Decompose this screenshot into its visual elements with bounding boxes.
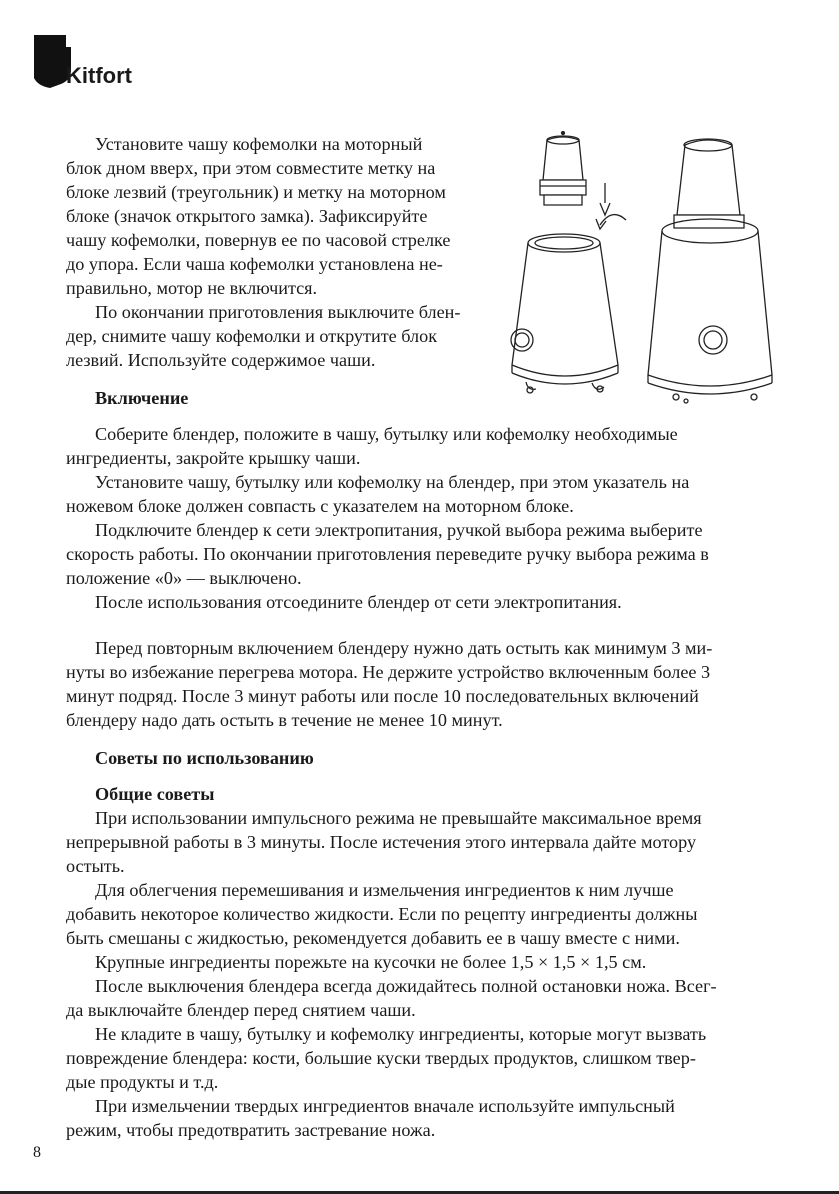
text-line: При измельчении твердых ингредиентов вначале используйте импульсный — [95, 1096, 675, 1116]
rotate-arrow-icon — [596, 215, 626, 229]
text-line: повреждение блендера: кости, большие куски твердых продуктов, слишком твер- — [66, 1048, 696, 1068]
page-number: 8 — [33, 1144, 41, 1161]
text-line: скорость работы. По окончании приготовления переведите ручку выбора режима в — [66, 544, 709, 564]
text-line: нуты во избежание перегрева мотора. Не держите устройство включенным более 3 — [66, 662, 711, 682]
text-line: блоке (значок открытого замка). Зафиксируйте — [66, 206, 428, 226]
text-line: чашу кофемолки, повернув ее по часовой стрелке — [66, 230, 451, 250]
brand-logo — [30, 32, 150, 92]
section-heading: Включение — [95, 388, 189, 408]
text-line: Крупные ингредиенты порежьте на кусочки не более 1,5 × 1,5 × 1,5 см. — [95, 952, 647, 972]
text-line: Установите чашу, бутылку или кофемолку на блендер, при этом указатель на — [95, 472, 690, 492]
section-heading: Советы по использованию — [95, 748, 314, 768]
text-line: дер, снимите чашу кофемолки и открутите блок — [66, 326, 438, 346]
text-line: положение «0» — выключено. — [66, 568, 302, 588]
blender-assembled-icon — [648, 139, 772, 403]
text-line: дые продукты и т.д. — [66, 1072, 219, 1092]
text-line: блендеру надо дать остыть в течение не менее 10 минут. — [66, 710, 503, 730]
motor-base-small-icon — [511, 234, 618, 393]
text-line: Подключите блендер к сети электропитания, ручкой выбора режима выберите — [95, 520, 703, 540]
text-line: лезвий. Используйте содержимое чаши. — [66, 350, 376, 370]
grinder-cup-icon — [540, 132, 586, 206]
text-line: непрерывной работы в 3 минуты. После истечения этого интервала дайте мотору — [66, 832, 697, 852]
text-line: Не кладите в чашу, бутылку и кофемолку ингредиенты, которые могут вызвать — [95, 1024, 707, 1044]
text-line: до упора. Если чаша кофемолки установлена не- — [66, 254, 443, 274]
text-line: режим, чтобы предотвратить застревание ножа. — [66, 1120, 436, 1140]
text-line: правильно, мотор не включится. — [66, 278, 318, 298]
text-line: минут подряд. После 3 минут работы или после 10 последовательных включений — [66, 686, 699, 706]
text-line: После выключения блендера всегда дожидайтесь полной остановки ножа. Всег- — [95, 976, 717, 996]
brand-name: Kitfort — [66, 63, 132, 88]
text-line: остыть. — [66, 856, 125, 876]
text-line: Установите чашу кофемолки на моторный — [95, 134, 423, 154]
text-line: Для облегчения перемешивания и измельчения ингредиентов к ним лучше — [95, 880, 674, 900]
text-line: ингредиенты, закройте крышку чаши. — [66, 448, 361, 468]
text-line: По окончании приготовления выключите блен- — [95, 302, 461, 322]
text-line: добавить некоторое количество жидкости. Если по рецепту ингредиенты должны — [66, 904, 698, 924]
text-line: Перед повторным включением блендеру нужно дать остыть как минимум 3 ми- — [95, 638, 713, 658]
text-line: блок дном вверх, при этом совместите метку на — [66, 158, 436, 178]
text-line: При использовании импульсного режима не превышайте максимальное время — [95, 808, 702, 828]
down-arrow-icon — [600, 183, 610, 215]
text-line: Соберите блендер, положите в чашу, бутылку или кофемолку необходимые — [95, 424, 678, 444]
text-line: быть смешаны с жидкостью, рекомендуется добавить ее в чашу вместе с ними. — [66, 928, 680, 948]
text-line: После использования отсоедините блендер от сети электропитания. — [95, 592, 622, 612]
text-line: да выключайте блендер перед снятием чаши. — [66, 1000, 416, 1020]
blender-illustration — [500, 125, 790, 410]
text-line: блоке лезвий (треугольник) и метку на моторном — [66, 182, 446, 202]
subsection-heading: Общие советы — [95, 784, 215, 804]
text-line: ножевом блоке должен совпасть с указателем на моторном блоке. — [66, 496, 574, 516]
